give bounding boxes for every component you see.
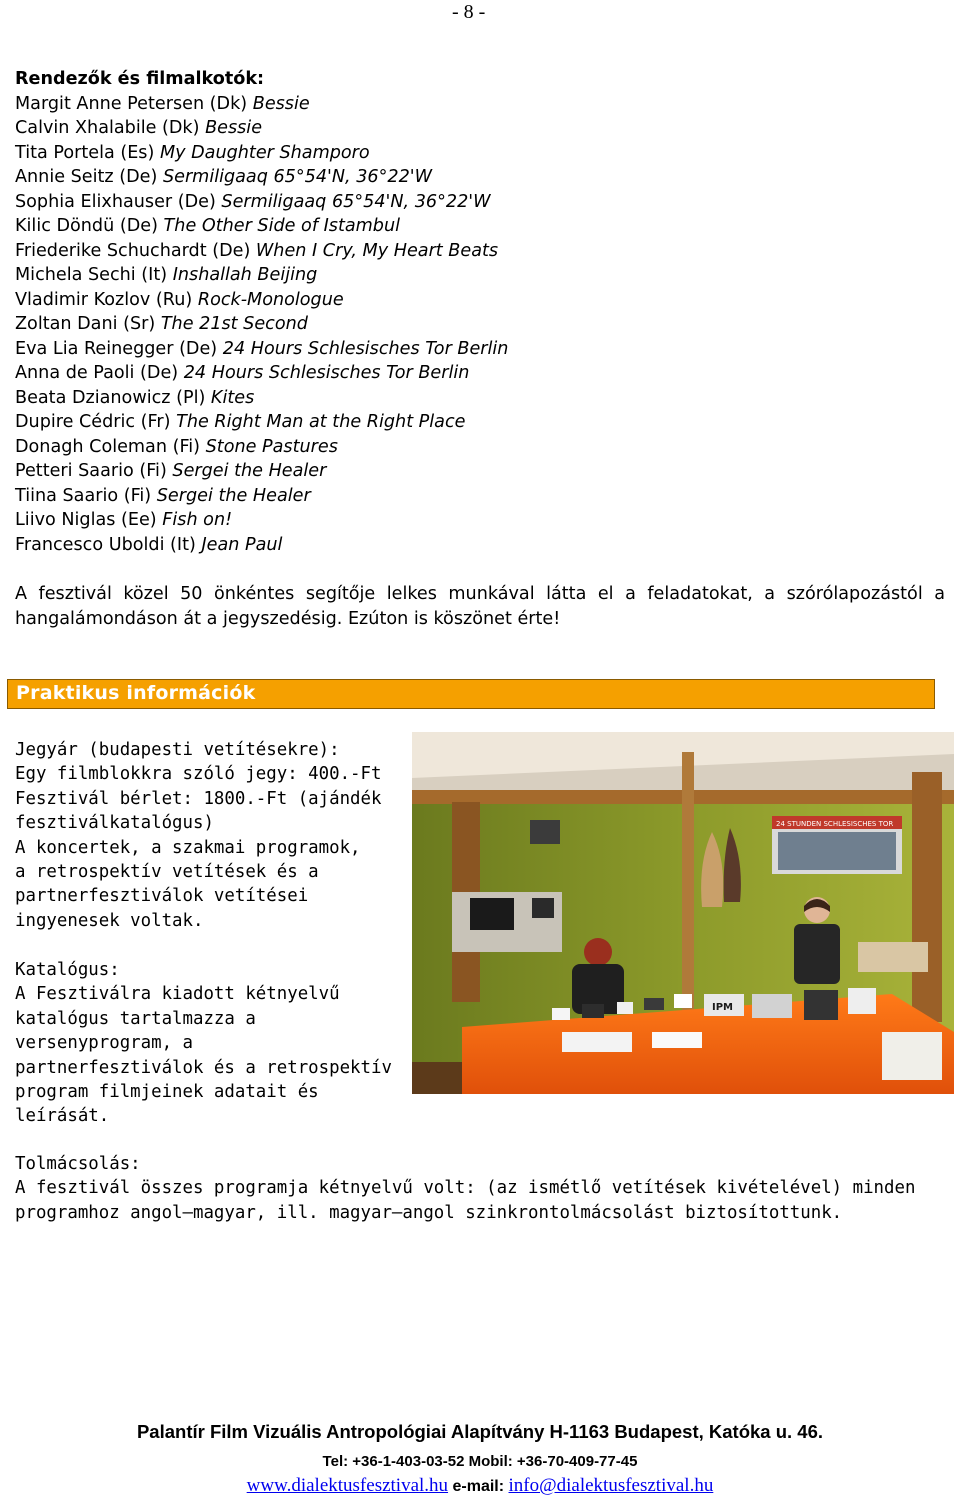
poster-text: 24 STUNDEN SCHLESISCHES TOR: [776, 820, 894, 828]
catalog-line: program filmjeinek adatait és: [15, 1082, 319, 1103]
credits-list: [15, 92, 945, 558]
credit-person: Kilic Döndü (De): [15, 216, 164, 236]
banner-title: Praktikus információk: [16, 682, 256, 704]
credit-film-title: Inshallah Beijing: [172, 265, 318, 285]
credit-person: Tita Portela (Es): [15, 142, 160, 163]
credit-person: Zoltan Dani (Sr): [15, 314, 161, 334]
credit-entry: [15, 508, 945, 533]
email-label: e-mail:: [448, 1478, 509, 1495]
credit-entry: [15, 263, 945, 288]
credit-entry: [15, 190, 945, 215]
credit-entry: [15, 361, 945, 386]
credit-person: Petteri Saario (Fi): [15, 461, 173, 481]
credit-entry: [15, 239, 945, 264]
credit-entry: [15, 337, 945, 362]
footer-contact: [0, 1475, 960, 1497]
ticket-line: Jegyár (budapesti vetítésekre):: [15, 740, 340, 760]
catalog-line: leírását.: [15, 1106, 110, 1127]
credit-film-title: Jean Paul: [201, 534, 283, 555]
catalog-line: partnerfesztiválok és a retrospektív: [15, 1057, 392, 1078]
catalog-info: [15, 958, 395, 1129]
ticket-line: a retrospektív vetítések és a: [15, 862, 319, 883]
interpreting-line: programhoz angol–magyar, ill. magyar–angol szinkrontolmácsolást biztosítottunk.: [15, 1202, 843, 1223]
credit-person: Tiina Saario (Fi): [15, 485, 157, 506]
interpreting-line: Tolmácsolás:: [15, 1154, 141, 1174]
ticket-line: fesztiválkatalógus): [15, 813, 214, 834]
credit-film-title: Kites: [210, 387, 255, 408]
catalog-line: katalógus tartalmazza a: [15, 1008, 256, 1029]
credit-film-title: The 21st Second: [160, 314, 308, 334]
credit-entry: [15, 141, 945, 166]
credit-film-title: Sergei the Healer: [172, 461, 327, 481]
credit-entry: [15, 214, 945, 239]
credit-film-title: 24 Hours Schlesisches Tor Berlin: [183, 363, 470, 383]
credit-person: Michela Sechi (It): [15, 265, 173, 285]
credit-person: Liivo Niglas (Ee): [15, 510, 163, 530]
credit-person: Francesco Uboldi (It): [15, 534, 202, 555]
credit-film-title: Bessie: [205, 118, 263, 138]
page-number: - 8 -: [452, 1, 486, 23]
credit-film-title: 24 Hours Schlesisches Tor Berlin: [222, 338, 509, 359]
festival-info-desk-photo: [412, 732, 954, 1094]
credits-heading: Rendezők és filmalkotók:: [15, 69, 265, 89]
credit-entry: [15, 165, 945, 190]
practical-info-banner: [7, 679, 935, 709]
credit-entry: [15, 116, 945, 141]
credit-person: Sophia Elixhauser (De): [15, 191, 222, 212]
email-link[interactable]: info@dialektusfesztival.hu: [508, 1475, 714, 1496]
credit-person: Donagh Coleman (Fi): [15, 436, 206, 457]
credit-person: Vladimir Kozlov (Ru): [15, 289, 198, 310]
website-link[interactable]: www.dialektusfesztival.hu: [246, 1475, 449, 1496]
ticket-line: Fesztivál bérlet: 1800.-Ft (ajándék: [15, 788, 382, 809]
credits-section: [15, 67, 945, 557]
credit-film-title: Sermiligaaq 65°54'N, 36°22'W: [221, 191, 491, 212]
credit-film-title: Fish on!: [162, 510, 233, 530]
credit-entry: [15, 533, 945, 558]
credit-person: Friederike Schuchardt (De): [15, 240, 256, 261]
catalog-line: versenyprogram, a: [15, 1033, 193, 1054]
credit-person: Annie Seitz (De): [15, 167, 163, 187]
ticket-line: ingyenesek voltak.: [15, 910, 204, 931]
interpreting-info: [15, 1152, 945, 1225]
credit-person: Calvin Xhalabile (Dk): [15, 118, 206, 138]
ticket-info: [15, 738, 395, 933]
credit-person: Anna de Paoli (De): [15, 363, 184, 383]
credit-person: Dupire Cédric (Fr): [15, 412, 177, 432]
credit-film-title: The Right Man at the Right Place: [176, 412, 466, 432]
credit-entry: [15, 410, 945, 435]
footer-address: Palantír Film Vizuális Antropológiai Alapítvány H-1163 Budapest, Katóka u. 46.: [136, 1421, 824, 1442]
credit-entry: [15, 92, 945, 117]
interpreting-line: A fesztivál összes programja kétnyelvű volt: (az ismétlő vetítések kivételével) minden: [15, 1178, 916, 1199]
credit-person: Margit Anne Petersen (Dk): [15, 93, 253, 114]
credit-film-title: The Other Side of Istambul: [163, 216, 400, 236]
volunteers-paragraph: A fesztivál közel 50 önkéntes segítője lelkes munkával látta el a feladatokat, a szórólapozástól a hangalámondáson át a jegyszedésig. Ezúton is köszönet érte!: [15, 584, 945, 629]
catalog-line: Katalógus:: [15, 960, 120, 980]
credit-person: Beata Dzianowicz (Pl): [15, 387, 211, 408]
credit-entry: [15, 459, 945, 484]
table-sign: IPM: [712, 1002, 734, 1013]
credit-entry: [15, 288, 945, 313]
ticket-line: A koncertek, a szakmai programok,: [15, 837, 361, 858]
credit-film-title: Sergei the Healer: [156, 485, 311, 506]
credit-film-title: My Daughter Shamporo: [159, 142, 370, 163]
ticket-line: Egy filmblokkra szóló jegy: 400.-Ft: [15, 764, 382, 785]
credit-film-title: Stone Pastures: [205, 436, 338, 457]
credit-film-title: Rock-Monologue: [197, 289, 344, 310]
footer-phone: Tel: +36-1-403-03-52 Mobil: +36-70-409-77-45: [322, 1453, 638, 1470]
credit-entry: [15, 484, 945, 509]
credit-film-title: Sermiligaaq 65°54'N, 36°22'W: [162, 167, 433, 187]
credit-entry: [15, 435, 945, 460]
catalog-line: A Fesztiválra kiadott kétnyelvű: [15, 984, 340, 1005]
credit-film-title: When I Cry, My Heart Beats: [255, 240, 499, 261]
ticket-line: partnerfesztiválok vetítései: [15, 886, 309, 907]
credit-person: Eva Lia Reinegger (De): [15, 338, 223, 359]
credit-entry: [15, 312, 945, 337]
credit-film-title: Bessie: [252, 93, 310, 114]
credit-entry: [15, 386, 945, 411]
